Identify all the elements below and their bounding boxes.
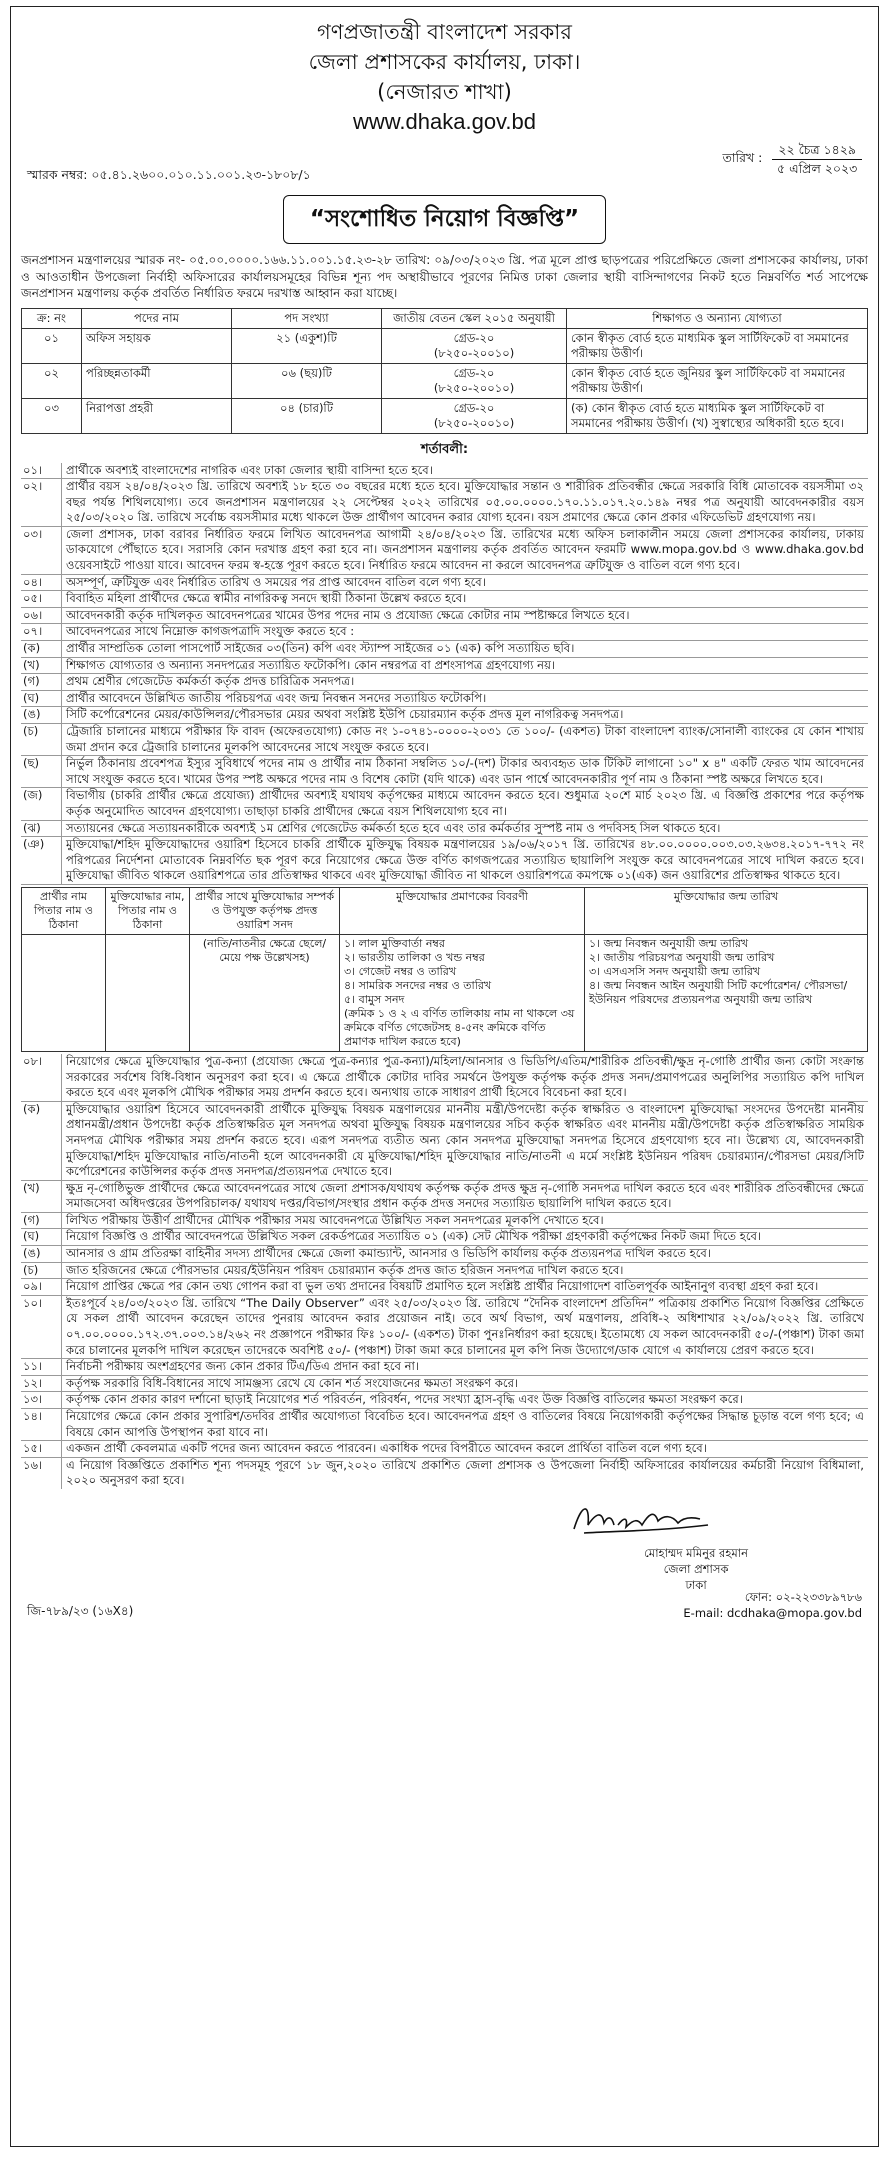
condition-number: (ঘ) [21, 1229, 62, 1245]
contact-info [683, 1589, 862, 1621]
intro-paragraph: জনপ্রশাসন মন্ত্রণালয়ের স্মারক নং- ০৫.০০.০০০০.১৬৬.১১.০০১.১৫.২৩-২৮ তারিখ: ০৯/০৩/২০২৩ খ্রি. পত্র মূলে প্রাপ্ত ছাড়পত্রের পরিপ্রেক্ষিতে জেলা প্রশাসকের কার্যালয়, ঢাকা ও আওতাধীন উপজেলা নির্বাহী অফিসারের কার্যালয়সমূহের বিভিন্ন শূন্য পদ অস্থায়ীভাবে পূরণের নিমিত্ত ঢাকা জেলার স্থায়ী বাসিন্দাগণের নিকট হতে নিম্নবর্ণিত শর্ত সাপেক্ষে জনপ্রশাসন মন্ত্রণালয় কর্তৃক প্রবর্তিত নির্ধারিত ফরমে দরখাস্ত আহ্বান করা যাচ্ছে। [21, 253, 868, 300]
condition-item [21, 1359, 868, 1376]
condition-text: ক্ষুদ্র নৃ-গোষ্ঠিভুক্ত প্রার্থীদের ক্ষেত্রে আবেদনপত্রের সাথে জেলা প্রশাসক/যথাযথ কর্তৃপক্ষ কর্তৃক প্রদত্ত ক্ষুদ্র নৃ-গোষ্ঠি সনদপত্র দাখিল করতে হবে এবং শারীরিক প্রতিবন্ধীদের ক্ষেত্রে সমাজসেবা অধিদপ্তরের উপপরিচালক/ যথাযথ দপ্তর/বিভাগ/সংস্থার প্রধান কর্তৃক প্রদত্ত সনদের সত্যায়িত ছায়ালিপি দাখিল করতে হবে। [66, 1180, 864, 1211]
condition-item [21, 674, 868, 691]
birthdate-item: ১। জন্ম নিবন্ধন অনুযায়ী জন্ম তারিখ [589, 936, 749, 950]
website-link[interactable]: www.dhaka.gov.bd [352, 109, 537, 134]
date-gregorian: ৫ এপ্রিল ২০২৩ [777, 161, 858, 176]
post-serial: ০২ [22, 363, 82, 398]
notice-document [10, 6, 879, 2147]
cell-relation: (নাতি/নাতনীর ক্ষেত্রে ছেলে/মেয়ে পক্ষ উল্লেখসহ) [190, 934, 340, 1051]
condition-number: (ঙ) [21, 1246, 62, 1262]
condition-item [21, 1054, 868, 1102]
condition-number: ০৮। [21, 1054, 62, 1101]
condition-text: সিটি কর্পোরেশনের মেয়র/কাউন্সিলর/পৌরসভার মেয়র অথবা সংশ্লিষ্ট ইউপি চেয়ারম্যান কর্তৃক প্রদত্ত মূল নাগরিকত্ব সনদপত্র। [66, 707, 624, 722]
post-row [22, 328, 868, 363]
condition-text: নির্বাচনী পরীক্ষায় অংশগ্রহণের জন্য কোন প্রকার টিএ/ডিএ প্রদান করা হবে না। [66, 1359, 420, 1374]
conditions-title: শর্তাবলী: [420, 441, 469, 457]
condition-text: বিবাহিত মহিলা প্রার্থীদের ক্ষেত্রে স্বামীর নাগরিকত্ব সনদে স্থায়ী ঠিকানা উল্লেখ করতে হবে। [66, 591, 467, 606]
col-proof: মুক্তিযোদ্ধার প্রমাণকের বিবরণী [340, 887, 585, 934]
post-qualification: কোন স্বীকৃত বোর্ড হতে মাধ্যমিক স্কুল সার্টিফিকেট বা সমমানের পরীক্ষায় উত্তীর্ণ। [567, 328, 868, 363]
condition-text: নিয়োগ বিজ্ঞপ্তি ও প্রার্থীর আবেদনপত্রে উল্লিখিত সকল রেকর্ডপত্রের সত্যায়িত ০১ (এক) সেট মৌখিক পরীক্ষা গ্রহণকারী কর্তৃপক্ষের নিকট জমা দিতে হবে। [66, 1229, 762, 1244]
condition-number: (চ) [21, 1263, 62, 1279]
date-block [722, 141, 862, 178]
signatory-name: মোহাম্মদ মমিনুর রহমান [644, 1545, 748, 1560]
condition-number: (ঝ) [21, 821, 62, 837]
section-name: (নেজারত শাখা) [377, 80, 512, 104]
proof-item: ১। লাল মুক্তিবার্তা নম্বর [344, 936, 445, 950]
memo-number: স্মারক নম্বর: ০৫.৪১.২৬০০.০১০.১১.০০১.২৩-১৮০৮/১ [27, 167, 311, 182]
condition-item [21, 527, 868, 575]
grade-label: গ্রেড-২০ [453, 330, 495, 345]
freedom-header-row [22, 887, 868, 934]
condition-text: ট্রেজারি চালানের মাধ্যমে পরীক্ষার ফি বাবদ (অফেরতযোগ্য) কোড নং ১-০৭৪১-০০০০-২০৩১ তে ১০০/- (একশত) টাকা বাংলাদেশ ব্যাংক/সোনালী ব্যাংকের যে কোন শাখায় জমা প্রদান করে ট্রেজারি চালানের মূলকপি আবেদনের সাথে সংযুক্ত করতে হবে। [66, 724, 864, 754]
notice-title-text: “সংশোধিত নিয়োগ বিজ্ঞপ্তি” [283, 195, 606, 244]
condition-text: শিক্ষাগত যোগ্যতার ও অন্যান্য সনদপত্রের সত্যায়িত ফটোকপি। কোন নম্বরপত্র বা প্রশংসাপত্র গ্রহণযোগ্য নয়। [66, 657, 556, 672]
condition-text: একজন প্রার্থী কেবলমাত্র একটি পদের জন্য আবেদন করতে পারবেন। একাধিক পদের বিপরীতে আবেদন করলে প্রার্থিতা বাতিল বলে গণ্য হবে। [66, 1441, 707, 1456]
col-post-name: পদের নাম [82, 308, 232, 328]
proof-item: ২। ভারতীয় তালিকা ও খন্ড নম্বর [344, 950, 485, 964]
condition-item [21, 1181, 868, 1213]
condition-number: (ঙ) [21, 707, 62, 723]
condition-number: (ঘ) [21, 691, 62, 707]
condition-text: আনসার ও গ্রাম প্রতিরক্ষা বাহিনীর সদস্য প্রার্থীদের ক্ষেত্রে জেলা কমান্ড্যান্ট, আনসার ও ভিডিপি কার্যালয় কর্তৃক প্রত্যয়নপত্র দাখিল করতে হবে। [66, 1246, 711, 1261]
condition-item [21, 756, 868, 788]
proof-item: (ক্রমিক ১ ও ২ এ বর্ণিত তালিকায় নাম না থাকলে ৩য় ক্রমিকে বর্ণিত গেজেটসহ ৪-৫নং ক্রমিকে বর্ণিত প্রমাণক দাখিল করতে হবে) [344, 1006, 575, 1048]
condition-text: আবেদনকারী কর্তৃক দাখিলকৃত আবেদনপত্রের খামের উপর পদের নাম ও প্রযোজ্য ক্ষেত্রে কোটার নাম স্পষ্টাক্ষরে লিখতে হবে। [66, 607, 630, 622]
condition-number: (ক) [21, 641, 62, 657]
condition-number: (ক) [21, 1102, 62, 1180]
condition-number: (গ) [21, 1213, 62, 1229]
conditions-list-a [21, 463, 868, 885]
govt-name: গণপ্রজাতন্ত্রী বাংলাদেশ সরকার [317, 20, 572, 44]
condition-number: ১৫। [21, 1441, 62, 1457]
signature-block [21, 1489, 868, 1621]
condition-text: মুক্তিযোদ্ধা/শহিদ মুক্তিযোদ্ধাদের ওয়ারিশ হিসেবে চাকরি প্রার্থীকে মুক্তিযুদ্ধ বিষয়ক মন্ত্রণালয়ের ১৯/০৬/২০১৭ খ্রি. তারিখের ৪৮.০০.০০০০.০০৩.০৩.২৬৩৪.২০১৭-৭৭২ নং পরিপত্রের নির্দেশনা মোতাবেক নিম্নবর্ণিত ছক পূরণ করে নিয়োগের ক্ষেত্রে উক্ত বর্ণিত কাগজপত্রের সত্যায়িত ছায়ালিপি সংযুক্ত করে আবেদনপত্রের সাথে দাখিল করতে হবে। মুক্তিযোদ্ধা জীবিত থাকলে ওয়ারিশপত্রে তার প্রতিস্বাক্ষর থাকবে এবং মুক্তিযোদ্ধা জীবিত না থাকলে ওয়ারিশপত্রে কমপক্ষে ০১(এক) জন ওয়ারিশের প্রতিস্বাক্ষর থাকতে হবে। [66, 837, 864, 883]
condition-number: (গ) [21, 674, 62, 690]
office-name: জেলা প্রশাসকের কার্যালয়, ঢাকা। [308, 50, 581, 74]
condition-number: (খ) [21, 1181, 62, 1212]
condition-item [21, 724, 868, 756]
email-address[interactable]: E-mail: dcdhaka@mopa.gov.bd [683, 1605, 862, 1620]
condition-text: প্রার্থীকে অবশ্যই বাংলাদেশের নাগরিক এবং ঢাকা জেলার স্থায়ী বাসিন্দা হতে হবে। [66, 462, 433, 477]
condition-item [21, 1458, 868, 1489]
post-count: ০৪ (চার)টি [232, 398, 382, 433]
condition-item [21, 691, 868, 708]
condition-text: কর্তৃপক্ষ সরকারি বিধি-বিধানের সাথে সামঞ্জস্য রেখে যে কোন শর্ত সংযোজনের ক্ষমতা সংরক্ষণ করে। [66, 1375, 519, 1390]
cell-birthdate [585, 934, 868, 1051]
condition-number: ০৭। [21, 624, 62, 640]
post-qualification: কোন স্বীকৃত বোর্ড হতে জুনিয়র স্কুল সার্টিফিকেট বা সমমানের পরীক্ষায় উত্তীর্ণ। [567, 363, 868, 398]
condition-text: এ নিয়োগ বিজ্ঞপ্তিতে প্রকাশিত শূন্য পদসমূহ পূরণে ১৮ জুন,২০২০ তারিখে প্রকাশিত জেলা প্রশাসক ও উপজেলা নির্বাহী অফিসারের কার্যালয়ের কর্মচারী নিয়োগ বিধিমালা, ২০২০ অনুসরণ করা হবে। [66, 1457, 864, 1488]
phone-number: ফোন: ০২-২২৩৩৮৯৭৮৬ [744, 1589, 862, 1604]
col-birthdate: মুক্তিযোদ্ধার জন্ম তারিখ [585, 887, 868, 934]
col-pay-scale: জাতীয় বেতন স্কেল ২০১৫ অনুযায়ী [382, 308, 567, 328]
condition-item [21, 591, 868, 608]
condition-number: (জ) [21, 788, 62, 819]
col-qualification: শিক্ষাগত ও অন্যান্য যোগ্যতা [567, 308, 868, 328]
condition-number: ১২। [21, 1376, 62, 1392]
condition-text: নিয়োগ প্রাপ্তির ক্ষেত্রে পর কোন তথ্য গোপন করা বা ভুল তথ্য প্রদানের বিষয়টি প্রমাণিত হলে সংশ্লিষ্ট প্রার্থীর নিয়োগাদেশ বাতিলপূর্বক আইনানুগ ব্যবস্থা গ্রহণ করা হবে। [66, 1279, 819, 1294]
condition-number: ০৬। [21, 608, 62, 624]
condition-text: নিয়োগের ক্ষেত্রে মুক্তিযোদ্ধার পুত্র-কন্যা (প্রযোজ্য ক্ষেত্রে পুত্র-কন্যার পুত্র-কন্যা)/মহিলা/আনসার ও ভিডিপি/এতিম/শারীরিক প্রতিবন্ধী/ক্ষুদ্র নৃ-গোষ্ঠি প্রার্থীর জন্য কোটা সংক্রান্ত সরকারের সর্বশেষ বিধি-বিধান অনুসরণ করা হবে। এ ক্ষেত্রে প্রার্থীকে কোটার দাবির সমর্থনে উপযুক্ত কর্তৃপক্ষ কর্তৃক প্রদত্ত সনদ/প্রমাণপত্রের অনুলিপির সত্যায়িত কপি দাখিল করতে হবে এবং মূলকপি মৌখিক পরীক্ষার সময় প্রদর্শন করতে হবে। অন্যথায় তাকে সাধারণ প্রার্থী হিসেবে বিবেচনা করা হবে। [66, 1053, 864, 1100]
condition-text: প্রার্থীর সাম্প্রতিক তোলা পাসপোর্ট সাইজের ০৩(তিন) কপি এবং স্ট্যাম্প সাইজের ০১ (এক) কপি সত্যায়িত ছবি। [66, 641, 575, 656]
conditions-list-b [21, 1054, 868, 1489]
condition-text: লিখিত পরীক্ষায় উত্তীর্ণ প্রার্থীদের মৌখিক পরীক্ষার সময় আবেদনপত্রে উল্লিখিত সকল সনদপত্রের মূলকপি দেখাতে হবে। [66, 1212, 604, 1227]
condition-item [21, 641, 868, 658]
proof-item: ৫। বামুস সনদ [344, 992, 405, 1006]
scale-range: (৮২৫০-২০০১০) [433, 345, 515, 360]
freedom-fighter-table [21, 887, 868, 1052]
condition-item [21, 624, 868, 641]
condition-number: ০৯। [21, 1279, 62, 1295]
condition-item [21, 1213, 868, 1230]
condition-item [21, 1392, 868, 1409]
condition-text: প্রার্থীর আবেদনে উল্লিখিত জাতীয় পরিচয়পত্র এবং জন্ম নিবন্ধন সনদের সত্যায়িত ফটোকপি। [66, 690, 487, 705]
condition-item [21, 1263, 868, 1280]
condition-text: প্রথম শ্রেণীর গেজেটেড কর্মকর্তা কর্তৃক প্রদত্ত চারিত্রিক সনদপত্র। [66, 674, 355, 689]
post-grade [382, 398, 567, 433]
post-serial: ০১ [22, 328, 82, 363]
condition-number: ০৫। [21, 591, 62, 607]
condition-number: ০১। [21, 463, 62, 479]
condition-number: ০৩। [21, 527, 62, 574]
condition-item [21, 1246, 868, 1263]
col-candidate: প্রার্থীর নাম পিতার নাম ও ঠিকানা [22, 887, 106, 934]
col-post-count: পদ সংখ্যা [232, 308, 382, 328]
condition-text: বিভাগীয় (চাকরি প্রার্থীর ক্ষেত্রে প্রযোজ্য) প্রার্থীদের অবশ্যই যথাযথ কর্তৃপক্ষের মাধ্যমে আবেদন করতে হবে। শুধুমাত্র ২০শে মার্চ ২০২৩ খ্রি. এ বিজ্ঞপ্তি প্রকাশের পরে কর্তৃপক্ষ কর্তৃক অনুমোদিত আবেদন গ্রহণযোগ্য। তাছাড়া চাকরি প্রার্থীদের ক্ষেত্রে বয়স শিথিলযোগ্য হবে না। [66, 788, 864, 818]
post-count: ০৬ (ছয়)টি [232, 363, 382, 398]
footer-code: জি-৭৮৯/২৩ (১৬X৪) [27, 1603, 134, 1618]
condition-item [21, 1279, 868, 1296]
condition-text: নির্ভুল ঠিকানায় প্রবেশপত্র ইস্যুর সুবিধার্থে পদের নাম ও প্রার্থীর নাম ঠিকানা সম্বলিত ১০/-(দশ) টাকার অব্যবহৃত ডাক টিকিট লাগানো ১০" x ৪" একটি ফেরত খাম আবেদনের সাথে সংযুক্ত করতে হবে। খামের উপর স্পষ্ট অক্ষরে পদের নাম ও বিশেষ কোটা (যদি থাকে) এবং ডান পার্শ্বে আবেদনকারীর পূর্ণ নাম ও ঠিকানা স্পষ্ট অক্ষরে লিখতে হবে। [66, 756, 864, 786]
condition-item [21, 479, 868, 527]
post-row [22, 363, 868, 398]
birthdate-item: ৪। জন্ম নিবন্ধন আইন অনুযায়ী সিটি কর্পোরেশন/ পৌরসভা/ ইউনিয়ন পরিষদের প্রত্যয়নপত্র অনুযায়ী জন্ম তারিখ [589, 978, 848, 1006]
cell-proof [340, 934, 585, 1051]
freedom-row [22, 934, 868, 1051]
col-serial: ক্র: নং [22, 308, 82, 328]
post-grade [382, 363, 567, 398]
scale-range: (৮২৫০-২০০১০) [433, 380, 515, 395]
condition-item [21, 788, 868, 820]
proof-item: ৪। সামরিক সনদের নম্বর ও তারিখ [344, 978, 492, 992]
condition-item [21, 821, 868, 838]
date-label: তারিখ : [722, 149, 763, 165]
signature-image [568, 1495, 718, 1541]
condition-item [21, 1296, 868, 1359]
post-qualification: (ক) কোন স্বীকৃত বোর্ড হতে মাধ্যমিক স্কুল সার্টিফিকেট বা সমমানের পরীক্ষায় উত্তীর্ণ। (খ) সুস্বাস্থ্যের অধিকারী হতে হবে। [567, 398, 868, 433]
birthdate-item: ৩। এসএসসি সনদ অনুযায়ী জন্ম তারিখ [589, 964, 761, 978]
condition-text: প্রার্থীর বয়স ২৪/০৪/২০২৩ খ্রি. তারিখে অবশ্যই ১৮ হতে ৩০ বছরের মধ্যে হতে হবে। মুক্তিযোদ্ধার সন্তান ও শারীরিক প্রতিবন্ধীর ক্ষেত্রে সরকারি বিধি মোতাবেক বয়সসীমা ৩২ বছর পর্যন্ত শিথিলযোগ্য। তবে জনপ্রশাসন মন্ত্রণালয়ের ২২ সেপ্টেম্বর ২০২২ তারিখের ০৫.০০.০০০০.১৭০.১১.০১৭.২০.১৪৯ নম্বর পত্র অনুযায়ী আবেদনকারীর বয়স ২৫/০৩/২০২০ খ্রি. তারিখে সর্বোচ্চ বয়সসীমার মধ্যে থাকলে উক্ত প্রার্থীগণ আবেদন করার যোগ্য হবেন। বয়স প্রমাণের ক্ষেত্রে কোন প্রকার এফিডেভিট গ্রহণযোগ্য নয়। [66, 479, 864, 525]
condition-number: ১৬। [21, 1458, 62, 1489]
col-fighter: মুক্তিযোদ্ধার নাম, পিতার নাম ও ঠিকানা [106, 887, 190, 934]
condition-item [21, 1102, 868, 1181]
condition-item [21, 1376, 868, 1393]
condition-number: ১০। [21, 1296, 62, 1358]
birthdate-item: ২। জাতীয় পরিচয়পত্র অনুযায়ী জন্ম তারিখ [589, 950, 775, 964]
condition-item [21, 1441, 868, 1458]
condition-number: (ছ) [21, 756, 62, 787]
letterhead [21, 7, 868, 137]
condition-item [21, 1409, 868, 1441]
col-relation: প্রার্থীর সাথে মুক্তিযোদ্ধার সম্পর্ক ও উপযুক্ত কর্তৃপক্ষ প্রদত্ত ওয়ারিশ সনদ [190, 887, 340, 934]
scale-range: (৮২৫০-২০০১০) [433, 415, 515, 430]
condition-item [21, 463, 868, 480]
condition-item [21, 608, 868, 625]
condition-item [21, 575, 868, 592]
grade-label: গ্রেড-২০ [453, 365, 495, 380]
grade-label: গ্রেড-২০ [453, 400, 495, 415]
condition-text: মুক্তিযোদ্ধার ওয়ারিশ হিসেবে আবেদনকারী প্রার্থীকে মুক্তিযুদ্ধ বিষয়ক মন্ত্রণালয়ের মাননীয় মন্ত্রী/উপদেষ্টা কর্তৃক স্বাক্ষরিত ও বাংলাদেশ মুক্তিযোদ্ধা সংসদের উপদেষ্টা মাননীয় প্রধানমন্ত্রী/প্রধান উপদেষ্টা কর্তৃক প্রতিস্বাক্ষরিত মূল সনদপত্র অথবা মুক্তিযুদ্ধ বিষয়ক মন্ত্রণালয়ের সচিব কর্তৃক স্বাক্ষরিত এবং মাননীয় মন্ত্রী/উপদেষ্টা কর্তৃক প্রতিস্বাক্ষরিত সাময়িক সনদপত্র মৌখিক পরীক্ষার সময় প্রদর্শন করতে হবে। এরূপ সনদপত্র ব্যতীত অন্য কোন সনদপত্র মুক্তিযোদ্ধা সনদপত্র হিসেবে গ্রহণযোগ্য হবে না। উল্লেখ্য যে, আবেদনকারী মুক্তিযোদ্ধা/শহিদ মুক্তিযোদ্ধার নাতি/নাতনী হলে আবেদনকারী যে মুক্তিযোদ্ধা/শহিদ মুক্তিযোদ্ধার নাতি/নাতনী এ মর্মে সংশ্লিষ্ট ইউনিয়ন পরিষদ চেয়ারম্যান/পৌরসভা মেয়র/সিটি কর্পোরেশনের কাউন্সিলর কর্তৃক প্রদত্ত সনদপত্র/প্রত্যয়নপত্র দেখাতে হবে। [66, 1101, 864, 1179]
condition-number: ১১। [21, 1359, 62, 1375]
condition-number: (খ) [21, 658, 62, 674]
condition-item [21, 837, 868, 885]
condition-text: কর্তৃপক্ষ কোন প্রকার কারণ দর্শানো ছাড়াই নিয়োগের শর্ত পরিবর্তন, পরিবর্ধন, পদের সংখ্যা হ্রাস-বৃদ্ধি এবং উক্ত বিজ্ঞপ্তি বাতিলের ক্ষমতা সংরক্ষণ করে। [66, 1392, 743, 1407]
post-name: নিরাপত্তা প্রহরী [82, 398, 232, 433]
condition-text: নিয়োগের ক্ষেত্রে কোন প্রকার সুপারিশ/তদবির প্রার্থীর অযোগ্যতা বিবেচিত হবে। আবেদনপত্র গ্রহণ ও বাতিলের বিষয়ে নিয়োগকারী কর্তৃপক্ষের সিদ্ধান্ত চূড়ান্ত বলে গণ্য হবে; এ বিষয়ে কোন আপত্তি উপস্থাপন করা যাবে না। [66, 1409, 864, 1439]
proof-item: ৩। গেজেট নম্বর ও তারিখ [344, 964, 457, 978]
condition-number: ০২। [21, 479, 62, 526]
cell-fighter [106, 934, 190, 1051]
condition-text: জেলা প্রশাসক, ঢাকা বরাবর নির্ধারিত ফরমে লিখিত আবেদনপত্র আগামী ২৪/০৪/২০২৩ খ্রি. তারিখের মধ্যে অফিস চলাকালীন সময়ে জেলা প্রশাসকের কার্যালয়, ঢাকায় ডাকযোগে পৌঁছাতে হবে। সরাসরি কোন দরখাস্ত গ্রহণ করা হবে না। জনপ্রশাসন মন্ত্রণালয় কর্তৃক প্রবর্তিত আবেদন ফরমটি www.mopa.gov.bd ও www.dhaka.gov.bd ওয়েবসাইটে পাওয়া যাবে। আবেদন ফরম স্ব-হস্তে পূরণ করতে হবে। নির্ধারিত ফরমে আবেদন না করলে আবেদনপত্র ত্রুটিযুক্ত ও বাতিল বলে গণ্য হবে। [66, 526, 864, 573]
condition-text: ইতঃপূর্বে ২৪/০৩/২০২৩ খ্রি. তারিখে “The Daily Observer” এবং ২৫/০৩/২০২৩ খ্রি. তারিখে “দৈনিক বাংলাদেশ প্রতিদিন” পত্রিকায় প্রকাশিত নিয়োগ বিজ্ঞপ্তির প্রেক্ষিতে যে সকল প্রার্থী আবেদন করেছেন তাদের পুনরায় আবেদন করার প্রয়োজন নাই। তবে অর্থ বিভাগ, অর্থ মন্ত্রণালয়, প্রবিধি-২ অধিশাখার ২২/০৯/২০২২ খ্রি. তারিখে ০৭.০০.০০০০.১৭২.৩৭.০০৩.১৪/২৬২ নং প্রজ্ঞাপনে পরীক্ষার ফিঃ ১০০/- (একশত) টাকা পুনঃনির্ধারণ করা হয়েছে। ইতোমধ্যে যে সকল আবেদনকারী ৫০/-(পঞ্চাশ) টাকা জমা করে চালানের মূলকপি দাখিল করেছেন তাদেরকে অবশিষ্ট ৫০/- (পঞ্চাশ) টাকা জমা করে চালানের মূল কপি নিজ উদ্যোগে/ডাক যোগে এ কার্যালয়ে প্রেরণ করতে হবে। [66, 1295, 864, 1357]
condition-text: অসম্পূর্ণ, ত্রুটিযুক্ত এবং নির্ধারিত তারিখ ও সময়ের পর প্রাপ্ত আবেদন বাতিল বলে গণ্য হবে। [66, 574, 486, 589]
signatory [644, 1545, 748, 1593]
post-name: অফিস সহায়ক [82, 328, 232, 363]
post-row [22, 398, 868, 433]
post-serial: ০৩ [22, 398, 82, 433]
condition-text: জাত হরিজনের ক্ষেত্রে পৌরসভার মেয়র/ইউনিয়ন পরিষদ চেয়ারম্যান কর্তৃক প্রদত্ত জাত হরিজন সনদপত্র দাখিল করতে হবে। [66, 1262, 624, 1277]
signatory-place: ঢাকা [685, 1577, 707, 1592]
condition-text: আবেদনপত্রের সাথে নিম্নোক্ত কাগজপত্রাদি সংযুক্ত করতে হবে : [66, 624, 355, 639]
signatory-designation: জেলা প্রশাসক [663, 1561, 729, 1576]
post-grade [382, 328, 567, 363]
condition-item [21, 1229, 868, 1246]
posts-header-row [22, 308, 868, 328]
cell-candidate [22, 934, 106, 1051]
condition-item [21, 707, 868, 724]
condition-number: ১৪। [21, 1409, 62, 1440]
date-bengali: ২২ চৈত্র ১৪২৯ [772, 141, 862, 160]
condition-text: সত্যায়নের ক্ষেত্রে সত্যায়নকারীকে অবশ্যই ১ম শ্রেণির গেজেটেড কর্মকর্তা হতে হবে এবং তার কর্মকর্তার সুস্পষ্ট নাম ও পদবিসহ সিল থাকতে হবে। [66, 820, 721, 835]
notice-title [21, 195, 868, 244]
post-name: পরিচ্ছন্নতাকর্মী [82, 363, 232, 398]
post-count: ২১ (একুশ)টি [232, 328, 382, 363]
condition-item [21, 658, 868, 675]
condition-number: (চ) [21, 724, 62, 755]
condition-number: (ঞ) [21, 837, 62, 884]
posts-table [21, 308, 868, 434]
condition-number: ০৪। [21, 575, 62, 591]
condition-number: ১৩। [21, 1392, 62, 1408]
reference-row [21, 137, 868, 195]
